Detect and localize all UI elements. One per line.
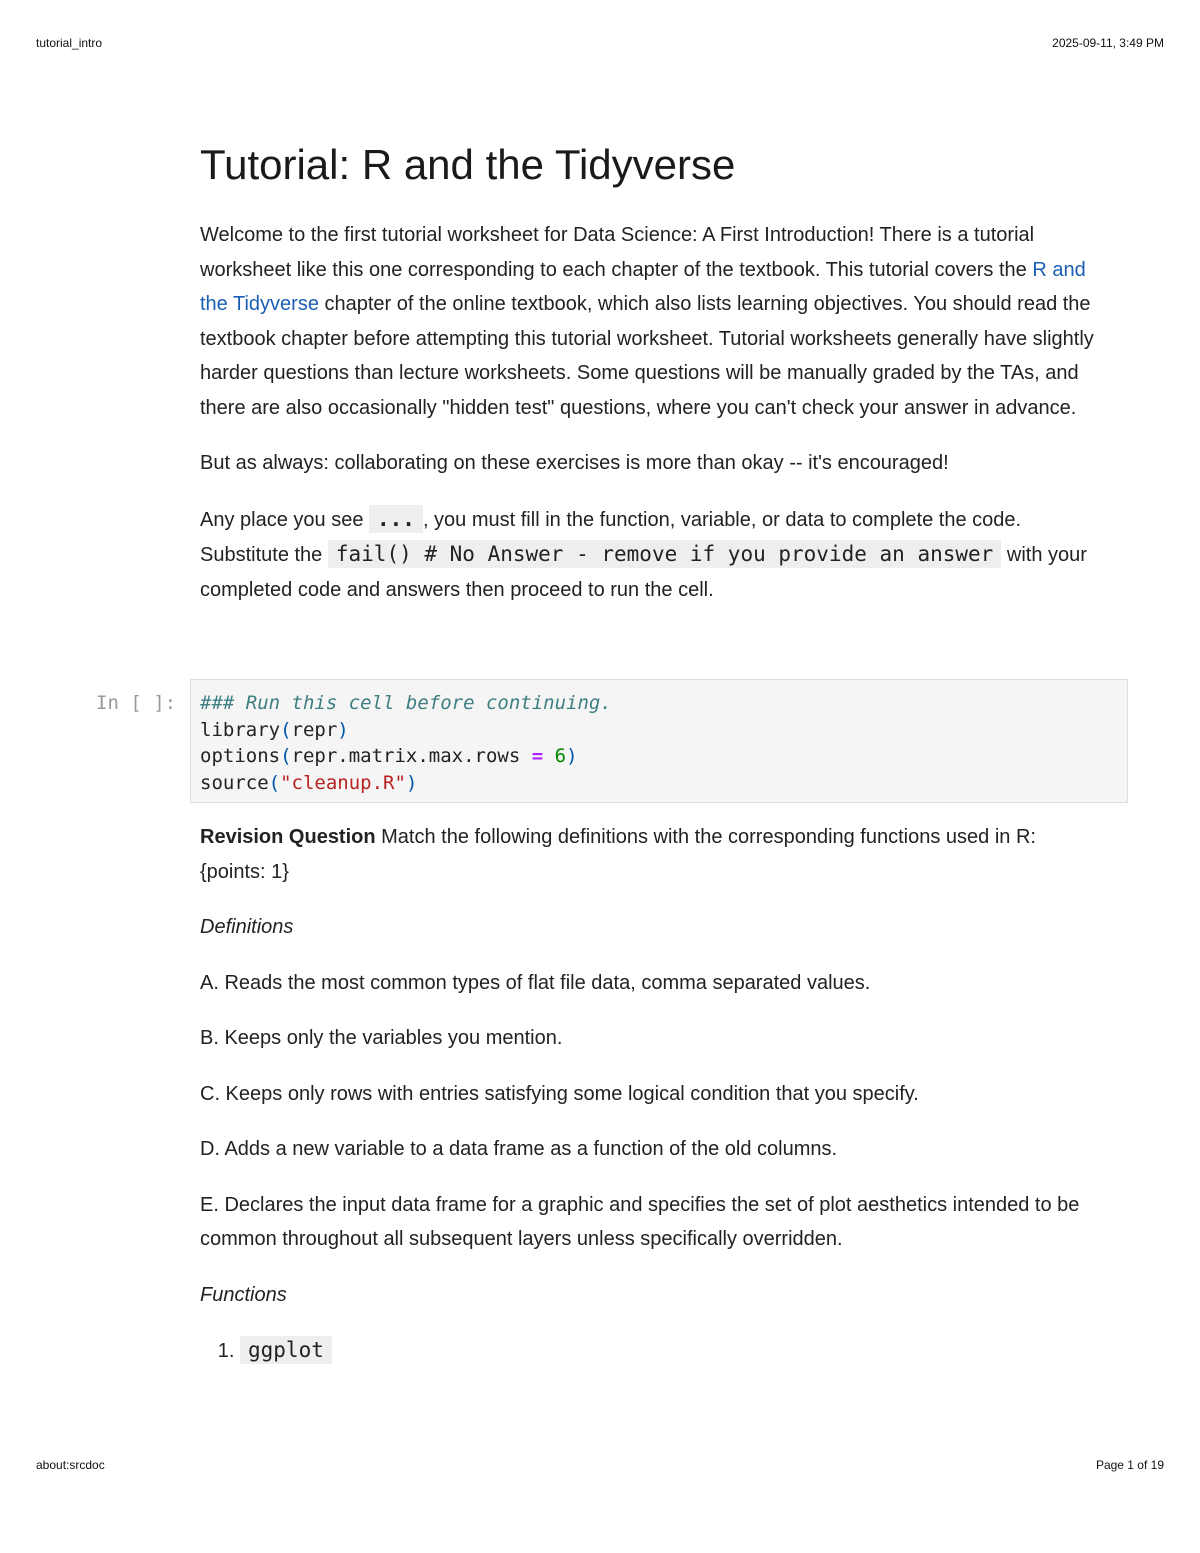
instructions-text-1: Any place you see xyxy=(200,508,369,531)
code-cell-source[interactable] xyxy=(191,680,1127,806)
intro-text-1: Welcome to the first tutorial worksheet for Data Science: A First Introduction! There is a tutorial worksheet like this one corresponding to each chapter of the textbook. This tutorial covers the xyxy=(200,224,1035,281)
page-title: Tutorial: R and the Tidyverse xyxy=(200,141,736,188)
question-text: Match the following definitions with the corresponding functions used in R: xyxy=(375,826,1036,848)
instructions-text-3: with your completed code and answers then proceed to run the cell. xyxy=(200,544,1087,601)
definition-item: A. Reads the most common types of flat file data, comma separated values. xyxy=(200,971,871,994)
print-footer xyxy=(36,1458,1164,1472)
function-code: ggplot xyxy=(240,1336,332,1364)
code-line-library: library(repr) xyxy=(200,718,349,741)
instructions-text-2: , you must fill in the function, variable, or data to complete the code. Substitute the xyxy=(200,508,1022,567)
definition-item: B. Keeps only the variables you mention. xyxy=(200,1027,563,1049)
definitions-heading: Definitions xyxy=(200,916,294,938)
question-prompt xyxy=(200,820,1110,855)
textbook-chapter-link[interactable]: R and the Tidyverse xyxy=(200,258,1086,316)
instructions-paragraph xyxy=(200,502,1100,608)
intro-text-2: chapter of the online textbook, which also lists learning objectives. You should read the textbook chapter before attempting this tutorial worksheet. Tutorial worksheets generally have slightly harder questions than lecture worksheets. Some questions will be manually graded by the TAs, and there are also occasionally "hidden test" questions, where you can't check your answer in advance. xyxy=(200,293,1094,419)
page-number: Page 1 of 19 xyxy=(1095,1458,1164,1472)
print-header-title: tutorial_intro xyxy=(36,36,103,50)
functions-list xyxy=(200,1333,1110,1368)
code-line-source: source("cleanup.R") xyxy=(200,771,418,794)
definition-item: E. Declares the input data frame for a graphic and specifies the set of plot aesthetics intended to be common throughout all subsequent layers unless specifically overridden. xyxy=(200,1193,1080,1250)
definition-item: D. Adds a new variable to a data frame as a function of the old columns. xyxy=(200,1138,838,1160)
collaboration-paragraph: But as always: collaborating on these exercises is more than okay -- it's encouraged! xyxy=(200,452,949,475)
code-comment: ### Run this cell before continuing. xyxy=(200,692,612,714)
ellipsis-code: ... xyxy=(369,505,423,533)
print-header xyxy=(36,36,1164,50)
print-header-timestamp: 2025-09-11, 3:49 PM xyxy=(1052,36,1164,50)
function-item xyxy=(240,1333,1110,1368)
cell-prompt: In [ ]: xyxy=(96,692,177,714)
question-points: {points: 1} xyxy=(200,860,289,883)
intro-paragraph xyxy=(200,218,1100,425)
intro-section xyxy=(200,140,1100,628)
definition-item: C. Keeps only rows with entries satisfying some logical condition that you specify. xyxy=(200,1082,919,1105)
revision-question-section xyxy=(200,820,1110,1368)
print-footer-url: about:srcdoc xyxy=(36,1458,105,1472)
functions-heading: Functions xyxy=(200,1283,287,1306)
question-label: Revision Question xyxy=(200,826,376,848)
code-cell[interactable] xyxy=(190,679,1128,803)
code-line-options: options(repr.matrix.max.rows = 6) xyxy=(200,745,578,767)
fail-placeholder-code: fail() # No Answer - remove if you provide an answer xyxy=(328,540,1001,568)
